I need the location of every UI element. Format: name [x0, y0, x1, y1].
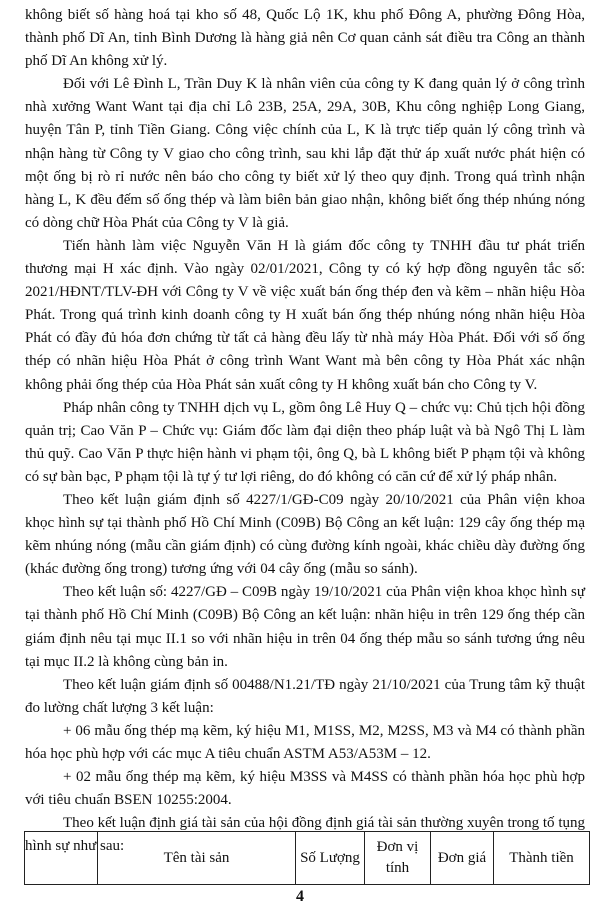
paragraph: Đối với Lê Đình L, Trần Duy K là nhân viên của công ty K đang quản lý ở công trình nhà xưởng Want Want tại địa chỉ Lô 23B, 25A, 29A, 30B, Khu công nghiệp Long Giang, huyện Tân P, tỉnh Tiền Giang. Công việc chính của L, K là trực tiếp quản lý công trình và nhận hàng từ Công ty V giao cho công trình, sau khi lắp đặt thử áp xuất nước phát hiện có một ống bị rò rỉ nước nên báo cho công ty biết xử lý theo quy định. Trong quá trình nhận hàng L, K đều đếm số ống thép và làm biên bản giao nhận, không biết ống thép nhúng nóng có dòng chữ Hòa Phát của Công ty V là giả. — [25, 76, 585, 231]
paragraph: Theo kết luận giám định số 4227/1/GĐ-C09 ngày 20/10/2021 của Phân viện khoa khọc hình sự tại thành phố Hồ Chí Minh (C09B) Bộ Công an kết luận: 129 cây ống thép mạ kẽm nhúng nóng (mẫu cần giám định) có cùng đường kính ngoài, khác chiều dày đường ống (khác đường ống trong) tương ứng với 04 cây ống (mẫu so sánh). — [25, 491, 585, 578]
paragraph: không biết số hàng hoá tại kho số 48, Quốc Lộ 1K, khu phố Đông A, phường Đông Hòa, thành phố Dĩ An, tỉnh Bình Dương là hàng giả nên Cơ quan cảnh sát điều tra Công an thành phố Dĩ An không xử lý. — [25, 7, 585, 70]
paragraph: + 06 mẫu ống thép mạ kẽm, ký hiệu M1, M1SS, M2, M2SS, M3 và M4 có thành phần hóa học phù hợp với các mục A tiêu chuẩn ASTM A53/A53M – 12. — [25, 722, 585, 762]
header-cell-index — [25, 832, 98, 885]
paragraph: Pháp nhân công ty TNHH dịch vụ L, gồm ông Lê Huy Q – chức vụ: Chủ tịch hội đồng quản trị; Cao Văn P – Chức vụ: Giám đốc làm đại diện theo pháp luật và bà Ngô Thị L làm thủ quỹ. Cao Văn P thực hiện hành vi phạm tội, ông Q, bà L không biết P phạm tội và không có sự bàn bạc, P phạm tội là tự ý tư lợi riêng, do đó không có căn cứ để xử lý pháp nhân. — [25, 399, 585, 485]
paragraph: Theo kết luận giám định số 00488/N1.21/TĐ ngày 21/10/2021 của Trung tâm kỹ thuật đo lường chất lượng 3 kết luận: — [25, 676, 585, 716]
paragraph: Tiến hành làm việc Nguyễn Văn H là giám đốc công ty TNHH đầu tư phát triển thương mại H xác định. Vào ngày 02/01/2021, Công ty có ký hợp đồng nguyên tắc số: 2021/HĐNT/TLV-ĐH với Công ty V về việc xuất bán ống thép đen và kẽm – nhãn hiệu Hòa Phát. Trong quá trình kinh doanh công ty H xuất bán ống thép nhúng nóng nhãn hiệu Hòa Phát có đầy đủ hóa đơn chứng từ tất cả hàng đều lấy từ nhà máy Hòa Phát. Đối với số ống thép có nhãn hiệu Hòa Phát ở công trình Want Want mà bên công ty Hòa Phát xác nhận không phải ống thép của Hòa Phát sản xuất công ty H không xuất bán cho Công ty V. — [25, 237, 585, 393]
paragraph: Theo kết luận số: 4227/GĐ – C09B ngày 19/10/2021 của Phân viện khoa khọc hình sự tại thành phố Hồ Chí Minh (C09B) Bộ Công an kết luận: nhãn hiệu in trên 129 ống thép cần giám định nêu tại mục II.1 so với nhãn hiệu in trên 04 ống thép mẫu so sánh tương ứng nêu tại mục II.2 là không cùng bản in. — [25, 584, 585, 670]
table-header-row — [25, 832, 590, 885]
asset-valuation-table — [24, 831, 590, 885]
header-cell-total: Thành tiền — [494, 832, 590, 885]
paragraph: + 02 mẫu ống thép mạ kẽm, ký hiệu M3SS và M4SS có thành phần hóa học phù hợp với tiêu chuẩn BSEN 10255:2004. — [25, 769, 585, 809]
header-cell-unit-price: Đơn giá — [431, 832, 494, 885]
header-cell-asset-name: Tên tài sản — [98, 832, 296, 885]
header-cell-unit: Đơn vị tính — [365, 832, 431, 885]
body-text — [25, 4, 585, 858]
paragraph: Theo kết luận định giá tài sản của hội đồng định giá tài sản thường xuyên trong tố tụng hình sự như sau: — [25, 815, 585, 855]
header-cell-quantity: Số Lượng — [296, 832, 365, 885]
page-number: 4 — [296, 888, 304, 905]
